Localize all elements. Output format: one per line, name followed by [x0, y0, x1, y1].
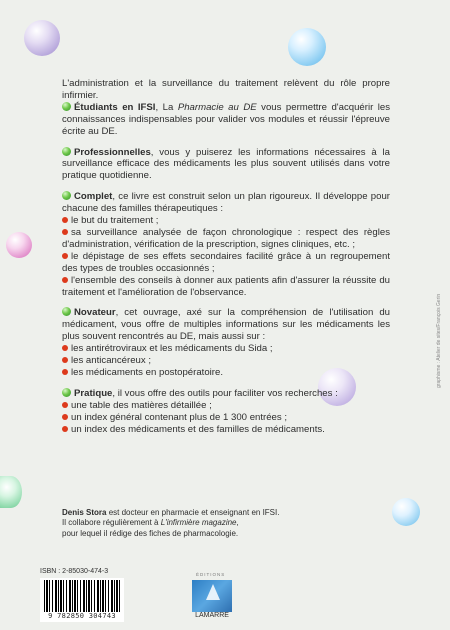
professionnelles-label: Professionnelles [74, 146, 151, 158]
red-dot-icon [62, 369, 68, 375]
list-item-text: les médicaments en postopératoire. [71, 366, 223, 378]
etudiants-pre: , La [155, 101, 178, 113]
novateur-label: Novateur [74, 307, 116, 319]
green-bullet-icon [62, 102, 71, 111]
book-title: Pharmacie au DE [177, 101, 257, 113]
pratique-paragraph [62, 388, 390, 400]
pratique-text: , il vous offre des outils pour faciliter vos recherches : [112, 387, 338, 399]
pratique-label: Pratique [74, 387, 113, 399]
list-item [62, 343, 390, 355]
design-credit: graphisme : Atelier de sites/François Gerin [436, 293, 442, 388]
author-line-2-text: Il collabore régulièrement à [62, 518, 161, 528]
complet-label: Complet [74, 191, 113, 203]
red-dot-icon [62, 217, 68, 223]
barcode-bars-icon [44, 580, 120, 612]
green-sphere-decoration [0, 476, 22, 508]
etudiants-label: Étudiants en IFSI [74, 101, 156, 113]
author-name: Denis Stora [62, 508, 107, 517]
list-item-text: le dépistage de ses effets secondaires facilité grâce à un regroupement des types de troubles occasionnés ; [62, 250, 390, 274]
red-dot-icon [62, 253, 68, 259]
publisher-prefix: ÉDITIONS [196, 572, 226, 577]
red-dot-icon [62, 402, 68, 408]
novateur-paragraph [62, 307, 390, 343]
pratique-list [62, 400, 390, 436]
etudiants-paragraph [62, 102, 390, 138]
author-line-3: pour lequel il rédige des fiches de pharmacologie. [62, 528, 239, 538]
list-item [62, 227, 390, 251]
professionnelles-paragraph [62, 147, 390, 183]
publisher-logo-icon [192, 580, 232, 612]
green-bullet-icon [62, 191, 71, 200]
novateur-text: , cet ouvrage, axé sur la compréhension de l'utilisation du médicament, vous offre de multiples informations sur les médicaments les plus souvent rencontrés au DE, mais aussi sur : [62, 307, 390, 343]
publisher-name: LAMARRE [195, 612, 229, 619]
intro-paragraph: L'administration et la surveillance du traitement relèvent du rôle propre infirmier. [62, 78, 390, 101]
barcode [40, 578, 124, 622]
barcode-number: 9 782850 304743 [48, 612, 116, 620]
list-item [62, 400, 390, 412]
list-item-text: les antirétroviraux et les médicaments du Sida ; [71, 343, 273, 355]
red-dot-icon [62, 229, 68, 235]
green-bullet-icon [62, 307, 71, 316]
lavender-sphere-decoration [24, 20, 60, 56]
list-item-text: l'ensemble des conseils à donner aux patients afin d'assurer la réussite du traitement et l'amélioration de l'observance. [62, 274, 390, 298]
list-item-text: sa surveillance analysée de façon chronologique : respect des règles d'administration, vérification de la prescription, signes cliniques, etc. ; [62, 226, 390, 250]
list-item [62, 412, 390, 424]
complet-text: , ce livre est construit selon un plan rigoureux. Il développe pour chacune des familles thérapeutiques : [62, 191, 390, 215]
list-item-text: un index général contenant plus de 1 300 entrées ; [71, 411, 288, 423]
list-item [62, 251, 390, 275]
professionnelles-text: , vous y puiserez les informations nécessaires à la surveillance efficace des médicaments les plus souvent utilisés dans votre pratique quotidienne. [62, 146, 390, 182]
green-bullet-icon [62, 388, 71, 397]
list-item-text: le but du traitement ; [71, 215, 159, 227]
author-line-1 [62, 508, 402, 518]
complet-list [62, 215, 390, 298]
list-item [62, 424, 390, 436]
author-line-1-text: est docteur en pharmacie et enseignant en IFSI. [106, 508, 280, 517]
list-item [62, 275, 390, 299]
list-item-text: une table des matières détaillée ; [71, 399, 212, 411]
blue-sphere-decoration [288, 28, 326, 66]
complet-paragraph [62, 191, 390, 215]
pink-sphere-decoration [6, 232, 32, 258]
logo-mark-icon [206, 584, 220, 600]
red-dot-icon [62, 414, 68, 420]
author-bio [62, 508, 402, 539]
red-dot-icon [62, 426, 68, 432]
author-line-2-end: , [236, 518, 239, 528]
list-item-text: les anticancéreux ; [71, 355, 151, 367]
list-item [62, 355, 390, 367]
list-item [62, 367, 390, 379]
author-line-2 [62, 518, 402, 528]
red-dot-icon [62, 357, 68, 363]
isbn-label: ISBN : 2-85030-474-3 [40, 568, 109, 575]
magazine-title: L'infirmière magazine [160, 518, 237, 528]
red-dot-icon [62, 277, 68, 283]
green-bullet-icon [62, 147, 71, 156]
list-item-text: un index des médicaments et des familles de médicaments. [71, 423, 325, 435]
red-dot-icon [62, 345, 68, 351]
back-cover-text [62, 78, 390, 444]
novateur-list [62, 343, 390, 379]
etudiants-text: vous permettre d'acquérir les connaissances indispensables pour valider vos modules et réussir l'épreuve écrite au DE. [62, 101, 391, 137]
list-item [62, 215, 390, 227]
